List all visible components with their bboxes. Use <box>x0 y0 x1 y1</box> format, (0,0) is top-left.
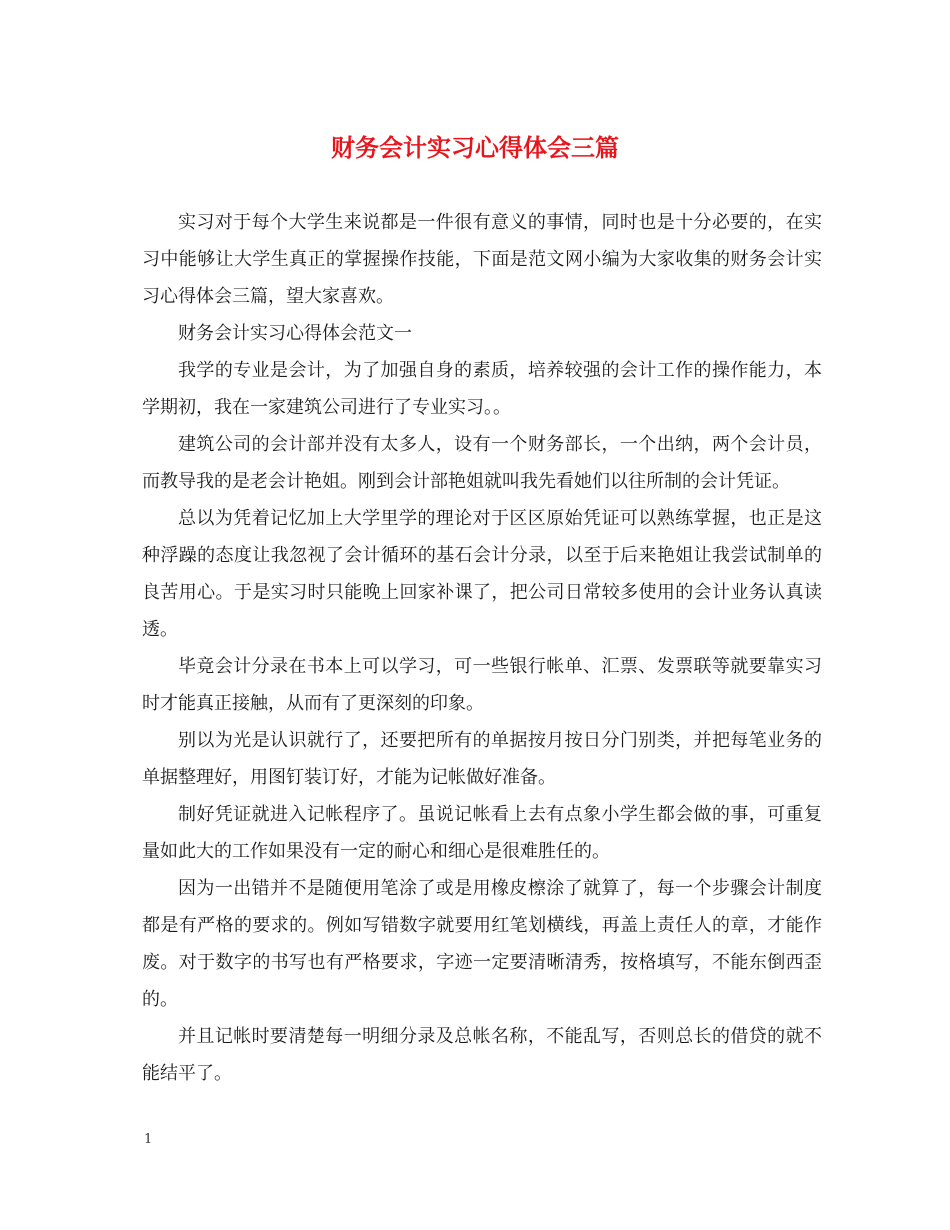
paragraph-intro: 实习对于每个大学生来说都是一件很有意义的事情，同时也是十分必要的，在实习中能够让大学生真正的掌握操作技能，下面是范文网小编为大家收集的财务会计实习心得体会三篇，望大家喜欢。 <box>142 212 822 307</box>
paragraph: 制好凭证就进入记帐程序了。虽说记帐看上去有点象小学生都会做的事，可重复量如此大的工作如果没有一定的耐心和细心是很难胜任的。 <box>142 804 822 862</box>
paragraph: 建筑公司的会计部并没有太多人，设有一个财务部长，一个出纳，两个会计员，而教导我的是老会计艳姐。刚到会计部艳姐就叫我先看她们以往所制的会计凭证。 <box>142 434 822 492</box>
paragraph: 因为一出错并不是随便用笔涂了或是用橡皮檫涂了就算了，每一个步骤会计制度都是有严格的要求的。例如写错数字就要用红笔划横线，再盖上责任人的章，才能作废。对于数字的书写也有严格要求，字迹一定要清晰清秀，按格填写，不能东倒西歪的。 <box>142 878 822 1010</box>
document-title: 财务会计实习心得体会三篇 <box>331 133 619 162</box>
page-number: 1 <box>144 1132 153 1147</box>
paragraph: 我学的专业是会计，为了加强自身的素质，培养较强的会计工作的操作能力，本学期初，我在一家建筑公司进行了专业实习。。 <box>142 360 822 418</box>
paragraph: 并且记帐时要清楚每一明细分录及总帐名称，不能乱写，否则总长的借贷的就不能结平了。 <box>142 1026 822 1084</box>
paragraph: 别以为光是认识就行了，还要把所有的单据按月按日分门别类，并把每笔业务的单据整理好，用图钉装订好，才能为记帐做好准备。 <box>142 730 822 788</box>
section-heading-sample-one: 财务会计实习心得体会范文一 <box>178 323 412 344</box>
paragraph: 毕竟会计分录在书本上可以学习，可一些银行帐单、汇票、发票联等就要靠实习时才能真正接触，从而有了更深刻的印象。 <box>142 656 822 714</box>
paragraph: 总以为凭着记忆加上大学里学的理论对于区区原始凭证可以熟练掌握，也正是这种浮躁的态度让我忽视了会计循环的基石会计分录，以至于后来艳姐让我尝试制单的良苦用心。于是实习时只能晚上回家补课了，把公司日常较多使用的会计业务认真读透。 <box>142 508 822 640</box>
document-body <box>142 204 822 1092</box>
